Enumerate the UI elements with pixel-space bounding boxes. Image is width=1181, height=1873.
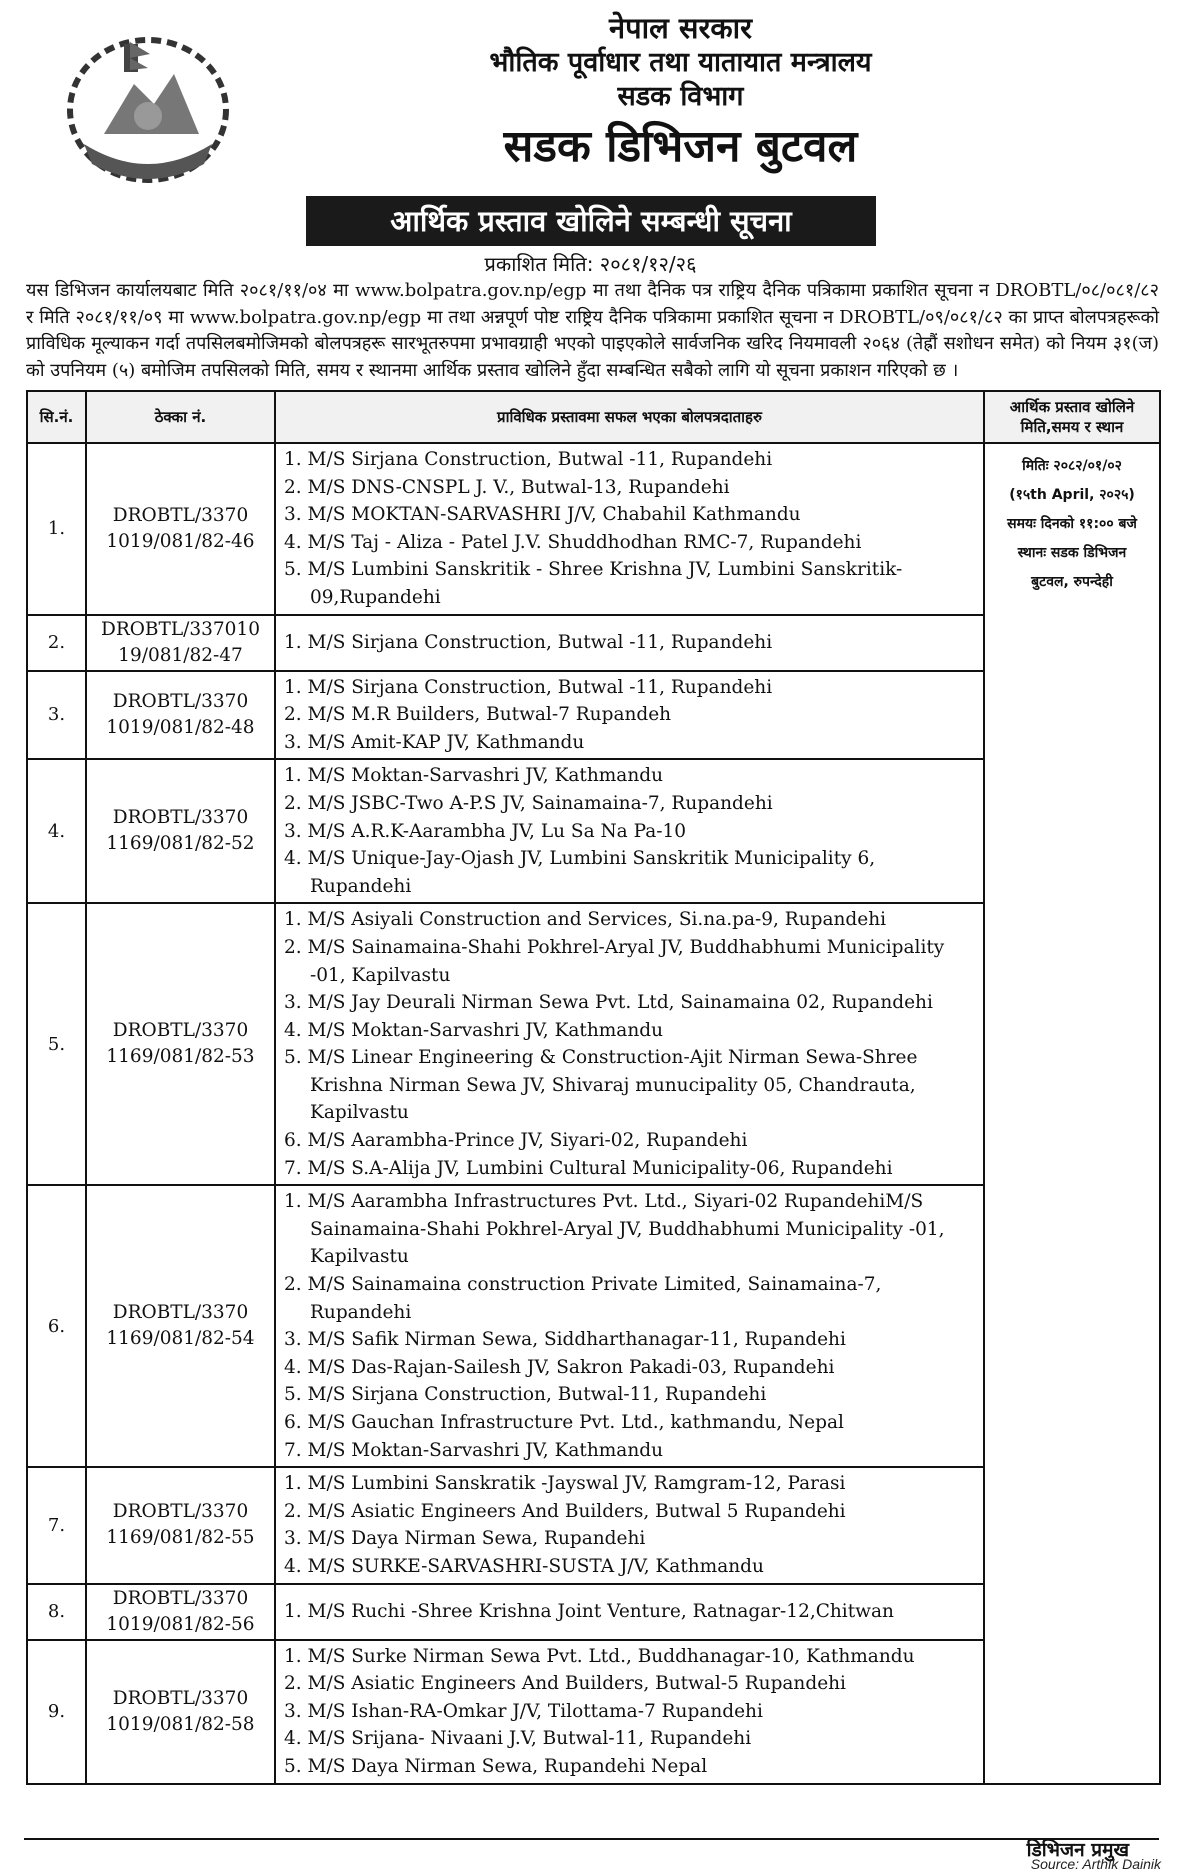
schedule-time: समयः दिनको ११:०० बजे — [1007, 516, 1137, 532]
intro-paragraph: यस डिभिजन कार्यालयबाट मिति २०८१/११/०४ मा www.bolpatra.gov.np/egp मा तथा दैनिक पत्र राष्ट्रिय दैनिक पत्रिकामा प्रकाशित सूचना न DROBTL/०८/०८१/८२ र मिति २०८१/११/०९ मा www.bolpatra.gov.np/egp मा तथा अन्नपूर्ण पोष्ट राष्ट्रिय दैनिक पत्रिकामा प्रकाशित सूचना न DROBTL/०९/०८१/८२ का प्राप्त बोलपत्रहरूको प्राविधिक मूल्याकन गर्दा तपसिलबमोजिमको बोलपत्रहरू सारभूतरुपमा प्रभावग्राही भएको पाइएकोले सार्वजनिक खरिद नियमावली २०६४ (तेह्रौं सशोधन समेत) को नियम ३१(ज) को उपनियम (५) बमोजिम तपसिलको मिति, समय र स्थानमा आर्थिक प्रस्ताव खोलिने हुँदा सम्बन्धित सबैको लागि यो सूचना प्रकाशन गरिएको छ । — [26, 280, 1159, 381]
schedule-place1: स्थानः सडक डिभिजन — [1017, 545, 1127, 561]
header — [240, 10, 1121, 176]
published-date: प्रकाशित मिति: २०८१/१२/२६ — [484, 252, 697, 276]
table-header-row — [27, 391, 1160, 443]
ministry-title: भौतिक पूर्वाधार तथा यातायात मन्त्रालय — [489, 47, 872, 78]
bidder-item: 1. M/S Moktan-Sarvashri JV, Kathmandu — [284, 765, 664, 787]
bidder-item: 6. M/S Gauchan Infrastructure Pvt. Ltd., kathmandu, Nepal — [284, 1412, 844, 1433]
bidder-item: 2. M/S M.R Builders, Butwal-7 Rupandeh — [284, 704, 672, 726]
bidder-item: 1. M/S Sirjana Construction, Butwal -11, Rupandehi — [284, 676, 773, 698]
row-sn: 4. — [27, 759, 86, 903]
row-contract — [86, 1640, 275, 1784]
nepal-emblem-icon — [64, 24, 232, 184]
contract-line1: DROBTL/3370 — [112, 807, 249, 829]
schedule-cell — [984, 443, 1160, 1784]
contract-line1: DROBTL/3370 — [112, 1302, 249, 1324]
row-bidders — [275, 443, 984, 615]
bidder-item: 7. M/S S.A-Alija JV, Lumbini Cultural Municipality-06, Rupandehi — [284, 1157, 893, 1179]
bidder-item: 4. M/S Taj - Aliza - Patel J.V. Shuddhodhan RMC-7, Rupandehi — [284, 531, 862, 553]
bidder-item: 2. M/S Sainamaina construction Private Limited, Sainamaina-7, Rupandehi — [284, 1274, 882, 1323]
row-contract — [86, 1185, 275, 1467]
header-schedule-line2: मिति,समय र स्थान — [1020, 418, 1124, 436]
bidder-item: 3. M/S Amit-KAP JV, Kathmandu — [284, 731, 585, 753]
bidder-item: 3. M/S Ishan-RA-Omkar J/V, Tilottama-7 Rupandehi — [284, 1700, 763, 1722]
row-contract — [86, 671, 275, 760]
bidder-item: 7. M/S Moktan-Sarvashri JV, Kathmandu — [284, 1439, 664, 1461]
contract-line1: DROBTL/337010 — [100, 618, 260, 640]
government-title: नेपाल सरकार — [609, 11, 752, 45]
row-bidders — [275, 671, 984, 760]
table-row — [27, 443, 1160, 615]
header-schedule-line1: आर्थिक प्रस्ताव खोलिने — [1009, 398, 1135, 416]
row-contract — [86, 443, 275, 615]
bidder-item: 1. M/S Sirjana Construction, Butwal -11, Rupandehi — [284, 449, 773, 470]
row-sn: 5. — [27, 903, 86, 1185]
schedule-date-en: (१५th April, २०२५) — [1009, 487, 1135, 503]
bidder-item: 3. M/S Safik Nirman Sewa, Siddharthanagar-11, Rupandehi — [284, 1329, 846, 1351]
contract-line1: DROBTL/3370 — [112, 1501, 249, 1523]
row-bidders — [275, 1584, 984, 1640]
bidder-item: 3. M/S Daya Nirman Sewa, Rupandehi — [284, 1528, 646, 1550]
table-bottom-line — [24, 1838, 1159, 1840]
bidder-item: 6. M/S Aarambha-Prince JV, Siyari-02, Rupandehi — [284, 1130, 748, 1152]
bidder-item: 1. M/S Sirjana Construction, Butwal -11, Rupandehi — [284, 631, 773, 653]
header-sn: सि.नं. — [27, 391, 86, 443]
row-sn: 9. — [27, 1640, 86, 1784]
row-sn: 3. — [27, 671, 86, 760]
row-sn: 6. — [27, 1185, 86, 1467]
contract-line2: 1169/081/82-52 — [106, 833, 255, 855]
bidder-item: 4. M/S Srijana- Nivaani J.V, Butwal-11, Rupandehi — [284, 1728, 752, 1750]
row-bidders — [275, 1185, 984, 1467]
bidder-item: 2. M/S JSBC-Two A-P.S JV, Sainamaina-7, Rupandehi — [284, 792, 773, 814]
contract-line2: 1169/081/82-54 — [106, 1328, 255, 1350]
row-contract — [86, 1467, 275, 1583]
row-sn: 2. — [27, 615, 86, 671]
header-bidders: प्राविधिक प्रस्तावमा सफल भएका बोलपत्रदाताहरु — [275, 391, 984, 443]
bidder-item: 3. M/S MOKTAN-SARVASHRI J/V, Chabahil Kathmandu — [284, 504, 801, 526]
row-contract — [86, 615, 275, 671]
contract-line1: DROBTL/3370 — [112, 1020, 249, 1042]
bidder-item: 5. M/S Linear Engineering & Construction-Ajit Nirman Sewa-Shree Krishna Nirman Sewa JV, Shivaraj munucipality 05, Chandrauta, Kapilvastu — [284, 1047, 918, 1124]
contract-line1: DROBTL/3370 — [112, 690, 249, 712]
row-bidders — [275, 759, 984, 903]
row-contract — [86, 1584, 275, 1640]
contract-line1: DROBTL/3370 — [112, 1687, 249, 1709]
bidder-item: 3. M/S Jay Deurali Nirman Sewa Pvt. Ltd, Sainamaina 02, Rupandehi — [284, 992, 933, 1014]
contract-line2: 19/081/82-47 — [118, 644, 243, 666]
contract-line1: DROBTL/3370 — [112, 504, 249, 526]
row-contract — [86, 759, 275, 903]
contract-line2: 1019/081/82-56 — [106, 1613, 255, 1635]
contract-line1: DROBTL/3370 — [112, 1587, 249, 1609]
bidder-item: 4. M/S SURKE-SARVASHRI-SUSTA J/V, Kathmandu — [284, 1555, 764, 1577]
department-title: सडक विभाग — [617, 81, 744, 112]
bidder-item: 4. M/S Unique-Jay-Ojash JV, Lumbini Sanskritik Municipality 6, Rupandehi — [284, 848, 876, 897]
bidder-item: 1. M/S Lumbini Sanskratik -Jayswal JV, Ramgram-12, Parasi — [284, 1473, 846, 1495]
row-sn: 8. — [27, 1584, 86, 1640]
bidder-item: 2. M/S DNS-CNSPL J. V., Butwal-13, Rupandehi — [284, 476, 730, 498]
bidder-item: 3. M/S A.R.K-Aarambha JV, Lu Sa Na Pa-10 — [284, 820, 687, 842]
bidder-item: 2. M/S Asiatic Engineers And Builders, Butwal 5 Rupandehi — [284, 1500, 846, 1522]
bidder-item: 5. M/S Sirjana Construction, Butwal-11, Rupandehi — [284, 1384, 767, 1406]
bidder-item: 1. M/S Surke Nirman Sewa Pvt. Ltd., Buddhanagar-10, Kathmandu — [284, 1645, 915, 1667]
bidder-item: 2. M/S Sainamaina-Shahi Pokhrel-Aryal JV, Buddhabhumi Municipality -01, Kapilvastu — [284, 936, 945, 986]
bidder-item: 5. M/S Daya Nirman Sewa, Rupandehi Nepal — [284, 1755, 708, 1777]
header-contract: ठेक्का नं. — [86, 391, 275, 443]
signature: डिभिजन प्रमुख — [1026, 1839, 1129, 1861]
schedule-date: मितिः २०८२/०१/०२ — [1022, 458, 1122, 474]
row-sn: 7. — [27, 1467, 86, 1583]
bidder-item: 4. M/S Moktan-Sarvashri JV, Kathmandu — [284, 1019, 664, 1041]
contract-line2: 1169/081/82-55 — [106, 1527, 255, 1549]
schedule-place2: बुटवल, रुपन्देही — [1031, 574, 1113, 590]
row-bidders — [275, 1640, 984, 1784]
bidder-item: 2. M/S Asiatic Engineers And Builders, Butwal-5 Rupandehi — [284, 1673, 846, 1695]
bidder-item: 5. M/S Lumbini Sanskritik - Shree Krishna JV, Lumbini Sanskritik-09,Rupandehi — [284, 559, 903, 608]
contract-line2: 1019/081/82-48 — [106, 716, 255, 738]
contract-line2: 1169/081/82-53 — [106, 1046, 255, 1068]
row-sn: 1. — [27, 443, 86, 615]
row-contract — [86, 903, 275, 1185]
row-bidders — [275, 903, 984, 1185]
office-title: सडक डिभिजन बुटवल — [503, 121, 858, 172]
contract-line2: 1019/081/82-46 — [106, 530, 255, 552]
row-bidders — [275, 615, 984, 671]
header-schedule — [984, 391, 1160, 443]
notice-banner: आर्थिक प्रस्ताव खोलिने सम्बन्धी सूचना — [306, 196, 876, 246]
bidder-item: 4. M/S Das-Rajan-Sailesh JV, Sakron Pakadi-03, Rupandehi — [284, 1356, 835, 1378]
bidder-item: 1. M/S Ruchi -Shree Krishna Joint Venture, Ratnagar-12,Chitwan — [284, 1600, 894, 1622]
source-credit: Source: Arthik Dainik — [1030, 1856, 1161, 1872]
bidders-table — [26, 390, 1161, 1785]
row-bidders — [275, 1467, 984, 1583]
contract-line2: 1019/081/82-58 — [106, 1713, 255, 1735]
bidder-item: 1. M/S Aarambha Infrastructures Pvt. Ltd., Siyari-02 RupandehiM/S Sainamaina-Shahi Pokhrel-Aryal JV, Buddhabhumi Municipality -01, Kapilvastu — [284, 1191, 945, 1268]
bidder-item: 1. M/S Asiyali Construction and Services, Si.na.pa-9, Rupandehi — [284, 909, 887, 931]
